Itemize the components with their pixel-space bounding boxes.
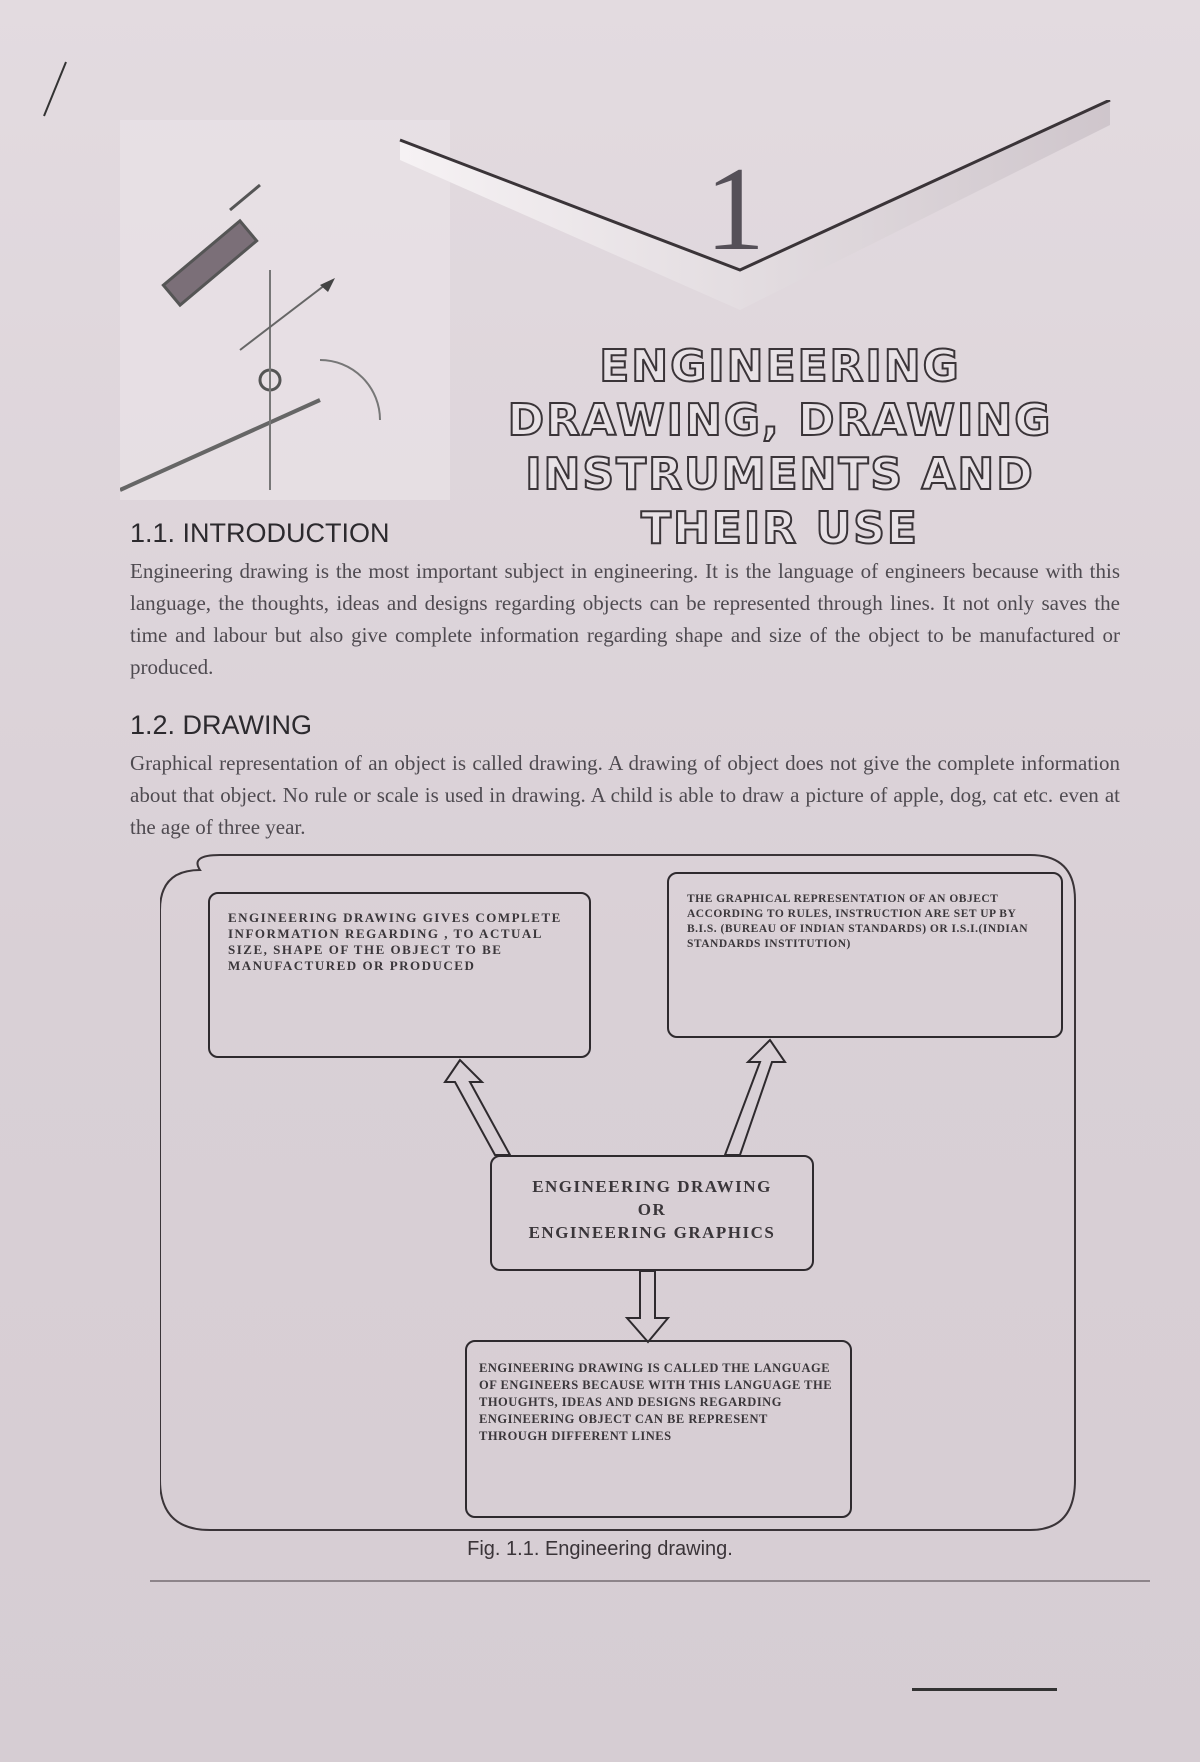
chapter-number: 1	[705, 142, 765, 275]
diagram-box-graphical-representation: THE GRAPHICAL REPRESENTATION OF AN OBJECT ACCORDING TO RULES, INSTRUCTION ARE SET UP BY B.I.S. (BUREAU OF INDIAN STANDARDS) OR I.S.I.(INDIAN STANDARDS INSTITUTION)	[667, 872, 1063, 1038]
section-paragraph: Graphical representation of an object is called drawing. A drawing of object does not give the complete information about that object. No rule or scale is used in drawing. A child is able to draw a picture of apple, dog, cat etc. even at the age of three year.	[130, 751, 1120, 839]
arrow-to-bottom-box	[627, 1271, 668, 1342]
section-heading: 1.1. INTRODUCTION	[130, 518, 390, 548]
diagram-box-engineering-drawing	[490, 1155, 814, 1271]
figure-caption: Fig. 1.1. Engineering drawing.	[467, 1538, 733, 1560]
diagram-box-language-of-engineers: ENGINEERING DRAWING IS CALLED THE LANGUAGE OF ENGINEERS BECAUSE WITH THIS LANGUAGE THE THOUGHTS, IDEAS AND DESIGNS REGARDING ENGINEERING OBJECT CAN BE REPRESENT THROUGH DIFFERENT LINES	[465, 1340, 852, 1518]
chapter-title: ENGINEERING DRAWING, DRAWING INSTRUMENTS AND THEIR USE	[507, 341, 1053, 554]
bottom-rule	[150, 1580, 1150, 1582]
arrow-to-left-box	[445, 1060, 510, 1155]
section-paragraph: Engineering drawing is the most important subject in engineering. It is the language of engineers because with this language, the thoughts, ideas and designs regarding objects can be represented through lines. It not only saves the time and labour but also give complete information regarding shape and size of the object to be manufactured or produced.	[130, 559, 1120, 679]
pen-mark-icon	[40, 60, 70, 120]
section-introduction	[130, 518, 1120, 683]
section-heading: 1.2. DRAWING	[130, 710, 313, 740]
center-line-1: ENGINEERING DRAWING	[532, 1177, 772, 1196]
engineering-drawing-diagram	[160, 850, 1080, 1540]
section-drawing	[130, 710, 1120, 843]
page-end-rule	[912, 1688, 1057, 1691]
diagram-box-complete-information: ENGINEERING DRAWING GIVES COMPLETE INFORMATION REGARDING , TO ACTUAL SIZE, SHAPE OF THE OBJECT TO BE MANUFACTURED OR PRODUCED	[208, 892, 591, 1058]
center-line-2: OR	[637, 1200, 667, 1219]
center-line-3: ENGINEERING GRAPHICS	[528, 1223, 776, 1242]
arrow-to-right-box	[725, 1040, 785, 1155]
